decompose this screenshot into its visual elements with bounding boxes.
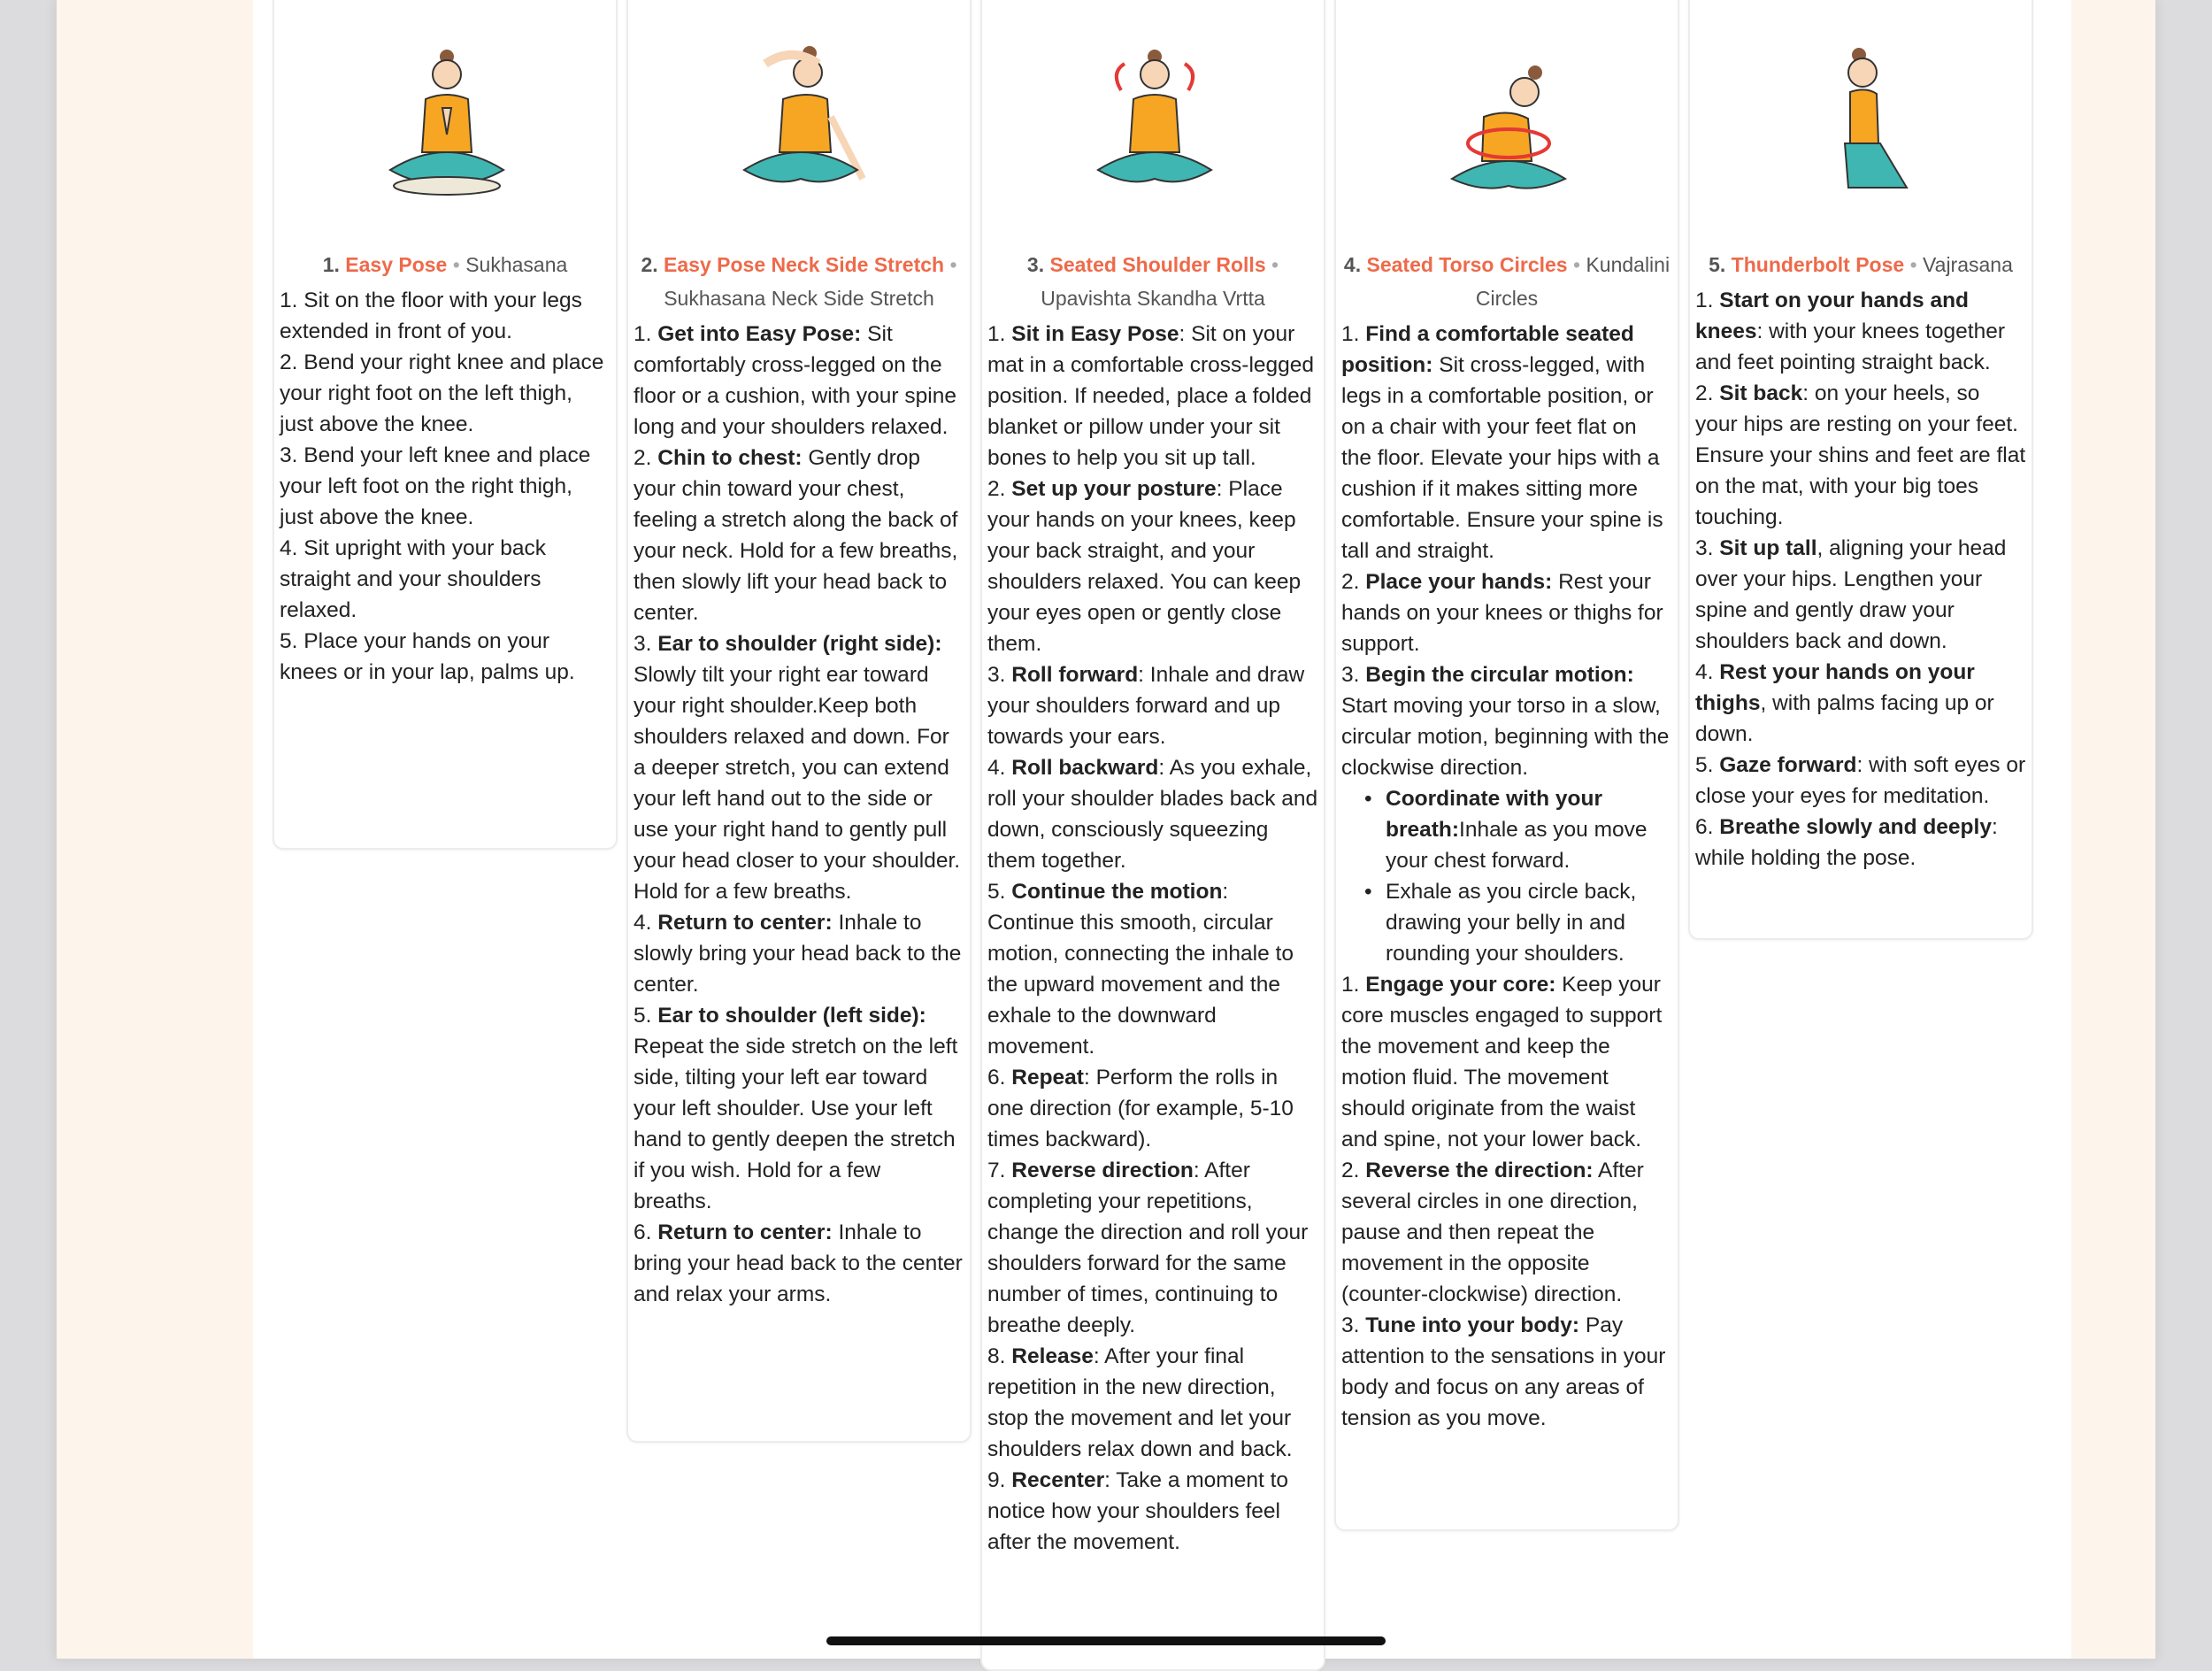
pose-illustration	[1690, 0, 2032, 248]
step-item	[634, 319, 964, 443]
step-bold-label: Rest your hands on your thighs	[1695, 660, 1975, 715]
step-item	[634, 907, 964, 1000]
step-item	[987, 659, 1318, 752]
step-text: : Continue this smooth, circular motion, connecting the inhale to the upward movement and the exhale to the downward movement.	[987, 880, 1294, 1059]
pose-sanskrit-name: Upavishta Skandha Vrtta	[1041, 287, 1265, 310]
step-number: 6.	[634, 1221, 658, 1244]
step-bullet-list	[1341, 783, 1672, 969]
pose-sanskrit-name: Vajrasana	[1923, 253, 2013, 276]
step-bold-label: Set up your posture	[1011, 477, 1217, 501]
step-bold-label: Get into Easy Pose:	[657, 322, 862, 346]
step-item	[1341, 319, 1672, 566]
pose-title	[274, 248, 616, 281]
step-bullet-item	[1386, 876, 1672, 969]
step-text: After several circles in one direction, pause and then repeat the movement in the opposite (counter-clockwise) direction.	[1341, 1159, 1644, 1306]
neck-stretch-illustration-icon	[708, 37, 894, 214]
pose-steps	[628, 319, 970, 1310]
step-text: Sit comfortably cross-legged on the floor or a cushion, with your spine long and your shoulders relaxed.	[634, 322, 956, 439]
pose-card-thunderbolt[interactable]	[1688, 0, 2033, 940]
step-bold-label: Sit up tall	[1719, 536, 1817, 560]
pose-illustration	[628, 0, 970, 248]
step-text: Sit cross-legged, with legs in a comfortable position, or on a chair with your feet flat on the floor. Elevate your hips with a cushion if it makes sitting more comfortable. Ensure your spine is tall and straight.	[1341, 353, 1663, 563]
step-text: : Inhale and draw your shoulders forward and up towards your ears.	[987, 663, 1305, 749]
step-number: 3.	[987, 663, 1012, 687]
step-text: Inhale to slowly bring your head back to the center.	[634, 911, 962, 997]
pose-sanskrit-name: Sukhasana Neck Side Stretch	[664, 287, 934, 310]
step-text: 3. Bend your left knee and place your left foot on the right thigh, just above the knee.	[280, 443, 591, 529]
step-number: 1.	[987, 322, 1012, 346]
home-indicator[interactable]	[826, 1636, 1386, 1645]
step-item	[987, 1155, 1318, 1341]
pose-steps	[982, 319, 1324, 1558]
pose-number: 4.	[1343, 253, 1362, 276]
pose-illustration	[1336, 0, 1678, 248]
pose-card-easy-pose[interactable]	[273, 0, 618, 850]
pose-sanskrit-name: Kundalini Circles	[1475, 253, 1671, 310]
separator-dot: •	[949, 253, 957, 276]
step-bold-label: Tune into your body:	[1365, 1313, 1580, 1337]
step-text: Inhale as you move your chest forward.	[1386, 818, 1647, 873]
step-bold-label: Release	[1011, 1344, 1094, 1368]
step-text: 4. Sit upright with your back straight and your shoulders relaxed.	[280, 536, 546, 622]
step-text: : Perform the rolls in one direction (for example, 5-10 times backward).	[987, 1066, 1294, 1151]
step-text: Exhale as you circle back, drawing your belly in and rounding your shoulders.	[1386, 880, 1637, 966]
step-bold-label: Reverse direction	[1011, 1159, 1194, 1182]
step-bold-label: Return to center:	[657, 1221, 833, 1244]
pose-name-link[interactable]: Thunderbolt Pose	[1731, 253, 1905, 276]
step-text: Gently drop your chin toward your chest, feeling a stretch along the back of your neck. Hold for a few breaths, then slowly lift your head back to center.	[634, 446, 958, 625]
pose-number: 1.	[322, 253, 340, 276]
step-number: 2.	[1695, 381, 1720, 405]
shoulder-rolls-illustration-icon	[1062, 37, 1248, 214]
pose-steps	[274, 285, 616, 688]
step-text: : with your knees together and feet pointing straight back.	[1695, 320, 2006, 374]
step-item	[634, 628, 964, 907]
step-text: 2. Bend your right knee and place your right foot on the left thigh, just above the knee.	[280, 350, 604, 436]
step-item	[1695, 657, 2026, 750]
step-text: 1. Sit on the floor with your legs extended in front of you.	[280, 289, 582, 343]
step-bold-label: Reverse the direction:	[1365, 1159, 1594, 1182]
torso-circles-illustration-icon	[1416, 37, 1601, 214]
step-item	[634, 1000, 964, 1217]
pose-steps	[1690, 285, 2032, 874]
step-item	[1341, 1310, 1672, 1434]
pose-card-neck-side-stretch[interactable]	[626, 0, 972, 1443]
step-bold-label: Find a comfortable seated position:	[1341, 322, 1634, 377]
step-item	[280, 626, 611, 688]
step-number: 1.	[1341, 322, 1366, 346]
easy-pose-illustration-icon	[354, 37, 540, 214]
pose-card-shoulder-rolls[interactable]	[980, 0, 1325, 1671]
step-bold-label: Continue the motion	[1011, 880, 1223, 904]
step-item	[280, 440, 611, 533]
step-text: Slowly tilt your right ear toward your right shoulder.Keep both shoulders relaxed and down. For a deeper stretch, you can extend your left hand out to the side or use your right hand to gently pull your head closer to your shoulder. Hold for a few breaths.	[634, 663, 961, 904]
pose-number: 5.	[1709, 253, 1726, 276]
step-number: 9.	[987, 1468, 1012, 1492]
step-number: 8.	[987, 1344, 1012, 1368]
step-bold-label: Breathe slowly and deeply	[1719, 815, 1992, 839]
step-text: 5. Place your hands on your knees or in your lap, palms up.	[280, 629, 575, 684]
step-text: , with palms facing up or down.	[1695, 691, 1994, 746]
step-text: : while holding the pose.	[1695, 815, 1998, 870]
step-number: 4.	[1695, 660, 1720, 684]
step-item	[280, 347, 611, 440]
step-number: 2.	[634, 446, 658, 470]
pose-title	[1336, 248, 1678, 315]
step-bold-label: Repeat	[1011, 1066, 1084, 1090]
step-item	[280, 533, 611, 626]
step-text: : with soft eyes or close your eyes for meditation.	[1695, 753, 2026, 808]
step-bold-label: Recenter	[1011, 1468, 1105, 1492]
step-text: , aligning your head over your hips. Lengthen your spine and gently draw your shoulders back and down.	[1695, 536, 2007, 653]
pose-steps	[1336, 319, 1678, 1434]
step-number: 6.	[987, 1066, 1012, 1090]
step-item	[634, 1217, 964, 1310]
step-item	[1695, 285, 2026, 378]
step-bold-label: Gaze forward	[1719, 753, 1857, 777]
thunderbolt-pose-illustration-icon	[1770, 37, 1955, 214]
step-bold-label: Place your hands:	[1365, 570, 1553, 594]
step-number: 5.	[1695, 753, 1720, 777]
step-number: 6.	[1695, 815, 1720, 839]
step-text: : on your heels, so your hips are resting on your feet. Ensure your shins and feet are flat on the mat, with your big toes touching.	[1695, 381, 2026, 529]
step-number: 5.	[987, 880, 1012, 904]
step-item	[1695, 533, 2026, 657]
pose-illustration	[274, 0, 616, 248]
pose-name-link[interactable]: Easy Pose	[345, 253, 448, 276]
separator-dot: •	[1271, 253, 1279, 276]
step-text: Pay attention to the sensations in your body and focus on any areas of tension as you move.	[1341, 1313, 1666, 1430]
step-number: 3.	[1341, 663, 1366, 687]
step-item	[634, 443, 964, 628]
step-item	[1341, 566, 1672, 659]
step-bold-label: Sit in Easy Pose	[1011, 322, 1179, 346]
step-bold-label: Chin to chest:	[657, 446, 803, 470]
step-item	[987, 474, 1318, 659]
step-bold-label: Sit back	[1719, 381, 1803, 405]
step-item	[987, 752, 1318, 876]
step-item	[1341, 969, 1672, 1155]
step-item	[987, 1341, 1318, 1465]
separator-dot: •	[1572, 253, 1581, 276]
step-text: : Place your hands on your knees, keep your back straight, and your shoulders relaxed. You can keep your eyes open or gently close them.	[987, 477, 1302, 656]
step-item	[987, 1465, 1318, 1558]
step-text: Start moving your torso in a slow, circular motion, beginning with the clockwise direction.	[1341, 694, 1670, 780]
step-text: Inhale to bring your head back to the center and relax your arms.	[634, 1221, 963, 1306]
step-text: : After completing your repetitions, change the direction and roll your shoulders forward for the same number of times, continuing to breathe deeply.	[987, 1159, 1309, 1337]
step-number: 3.	[1695, 536, 1720, 560]
step-number: 1.	[1695, 289, 1720, 312]
step-bold-label: Coordinate with your breath:	[1386, 787, 1602, 842]
step-number: 1.	[1341, 973, 1366, 997]
pose-number: 2.	[641, 253, 658, 276]
pose-title	[1690, 248, 2032, 281]
step-bold-label: Begin the circular motion:	[1365, 663, 1634, 687]
pose-title	[982, 248, 1324, 315]
separator-dot: •	[452, 253, 460, 276]
page-frame	[57, 0, 2155, 1659]
step-number: 7.	[987, 1159, 1012, 1182]
pose-sanskrit-name: Sukhasana	[465, 253, 568, 276]
step-number: 5.	[634, 1004, 658, 1028]
step-bold-label: Start on your hands and knees	[1695, 289, 1970, 343]
separator-dot: •	[1909, 253, 1917, 276]
step-text: : Take a moment to notice how your shoulders feel after the movement.	[987, 1468, 1289, 1554]
step-item	[987, 1062, 1318, 1155]
step-bold-label: Roll forward	[1011, 663, 1139, 687]
step-number: 2.	[1341, 1159, 1366, 1182]
step-text: : As you exhale, roll your shoulder blades back and down, consciously squeezing them together.	[987, 756, 1318, 873]
step-number: 2.	[1341, 570, 1366, 594]
step-number: 4.	[634, 911, 658, 935]
step-item	[987, 319, 1318, 474]
pose-number: 3.	[1026, 253, 1045, 276]
step-item	[280, 285, 611, 347]
step-text: Rest your hands on your knees or thighs for support.	[1341, 570, 1663, 656]
pose-name-link[interactable]: Easy Pose Neck Side Stretch	[664, 253, 945, 276]
step-text: : After your final repetition in the new direction, stop the movement and let your shoulders relax down and back.	[987, 1344, 1293, 1461]
step-text: Keep your core muscles engaged to support the movement and keep the motion fluid. The movement should originate from the waist and spine, not your lower back.	[1341, 973, 1663, 1151]
pose-name-link[interactable]: Seated Shoulder Rolls	[1049, 253, 1266, 276]
pose-title	[628, 248, 970, 315]
step-number: 3.	[1341, 1313, 1366, 1337]
step-number: 2.	[987, 477, 1012, 501]
step-bold-label: Roll backward	[1011, 756, 1159, 780]
step-item	[1341, 659, 1672, 783]
pose-card-torso-circles[interactable]	[1334, 0, 1679, 1531]
step-item	[1695, 812, 2026, 874]
step-bold-label: Return to center:	[657, 911, 833, 935]
step-item	[1341, 1155, 1672, 1310]
content-area	[253, 0, 2071, 1659]
step-number: 4.	[987, 756, 1012, 780]
step-text: Repeat the side stretch on the left side, tilting your left ear toward your left shoulder. Use your left hand to gently deepen the stretch if you wish. Hold for a few breaths.	[634, 1035, 958, 1213]
step-number: 3.	[634, 632, 658, 656]
step-bullet-item	[1386, 783, 1672, 876]
step-bold-label: Ear to shoulder (left side):	[657, 1004, 926, 1028]
step-bold-label: Ear to shoulder (right side):	[657, 632, 942, 656]
step-bold-label: Engage your core:	[1365, 973, 1556, 997]
step-item	[987, 876, 1318, 1062]
pose-illustration	[982, 0, 1324, 248]
pose-name-link[interactable]: Seated Torso Circles	[1366, 253, 1568, 276]
step-item	[1695, 750, 2026, 812]
step-text: : Sit on your mat in a comfortable cross-legged position. If needed, place a folded blanket or pillow under your sit bones to help you sit up tall.	[987, 322, 1315, 470]
step-number: 1.	[634, 322, 658, 346]
step-item	[1695, 378, 2026, 533]
